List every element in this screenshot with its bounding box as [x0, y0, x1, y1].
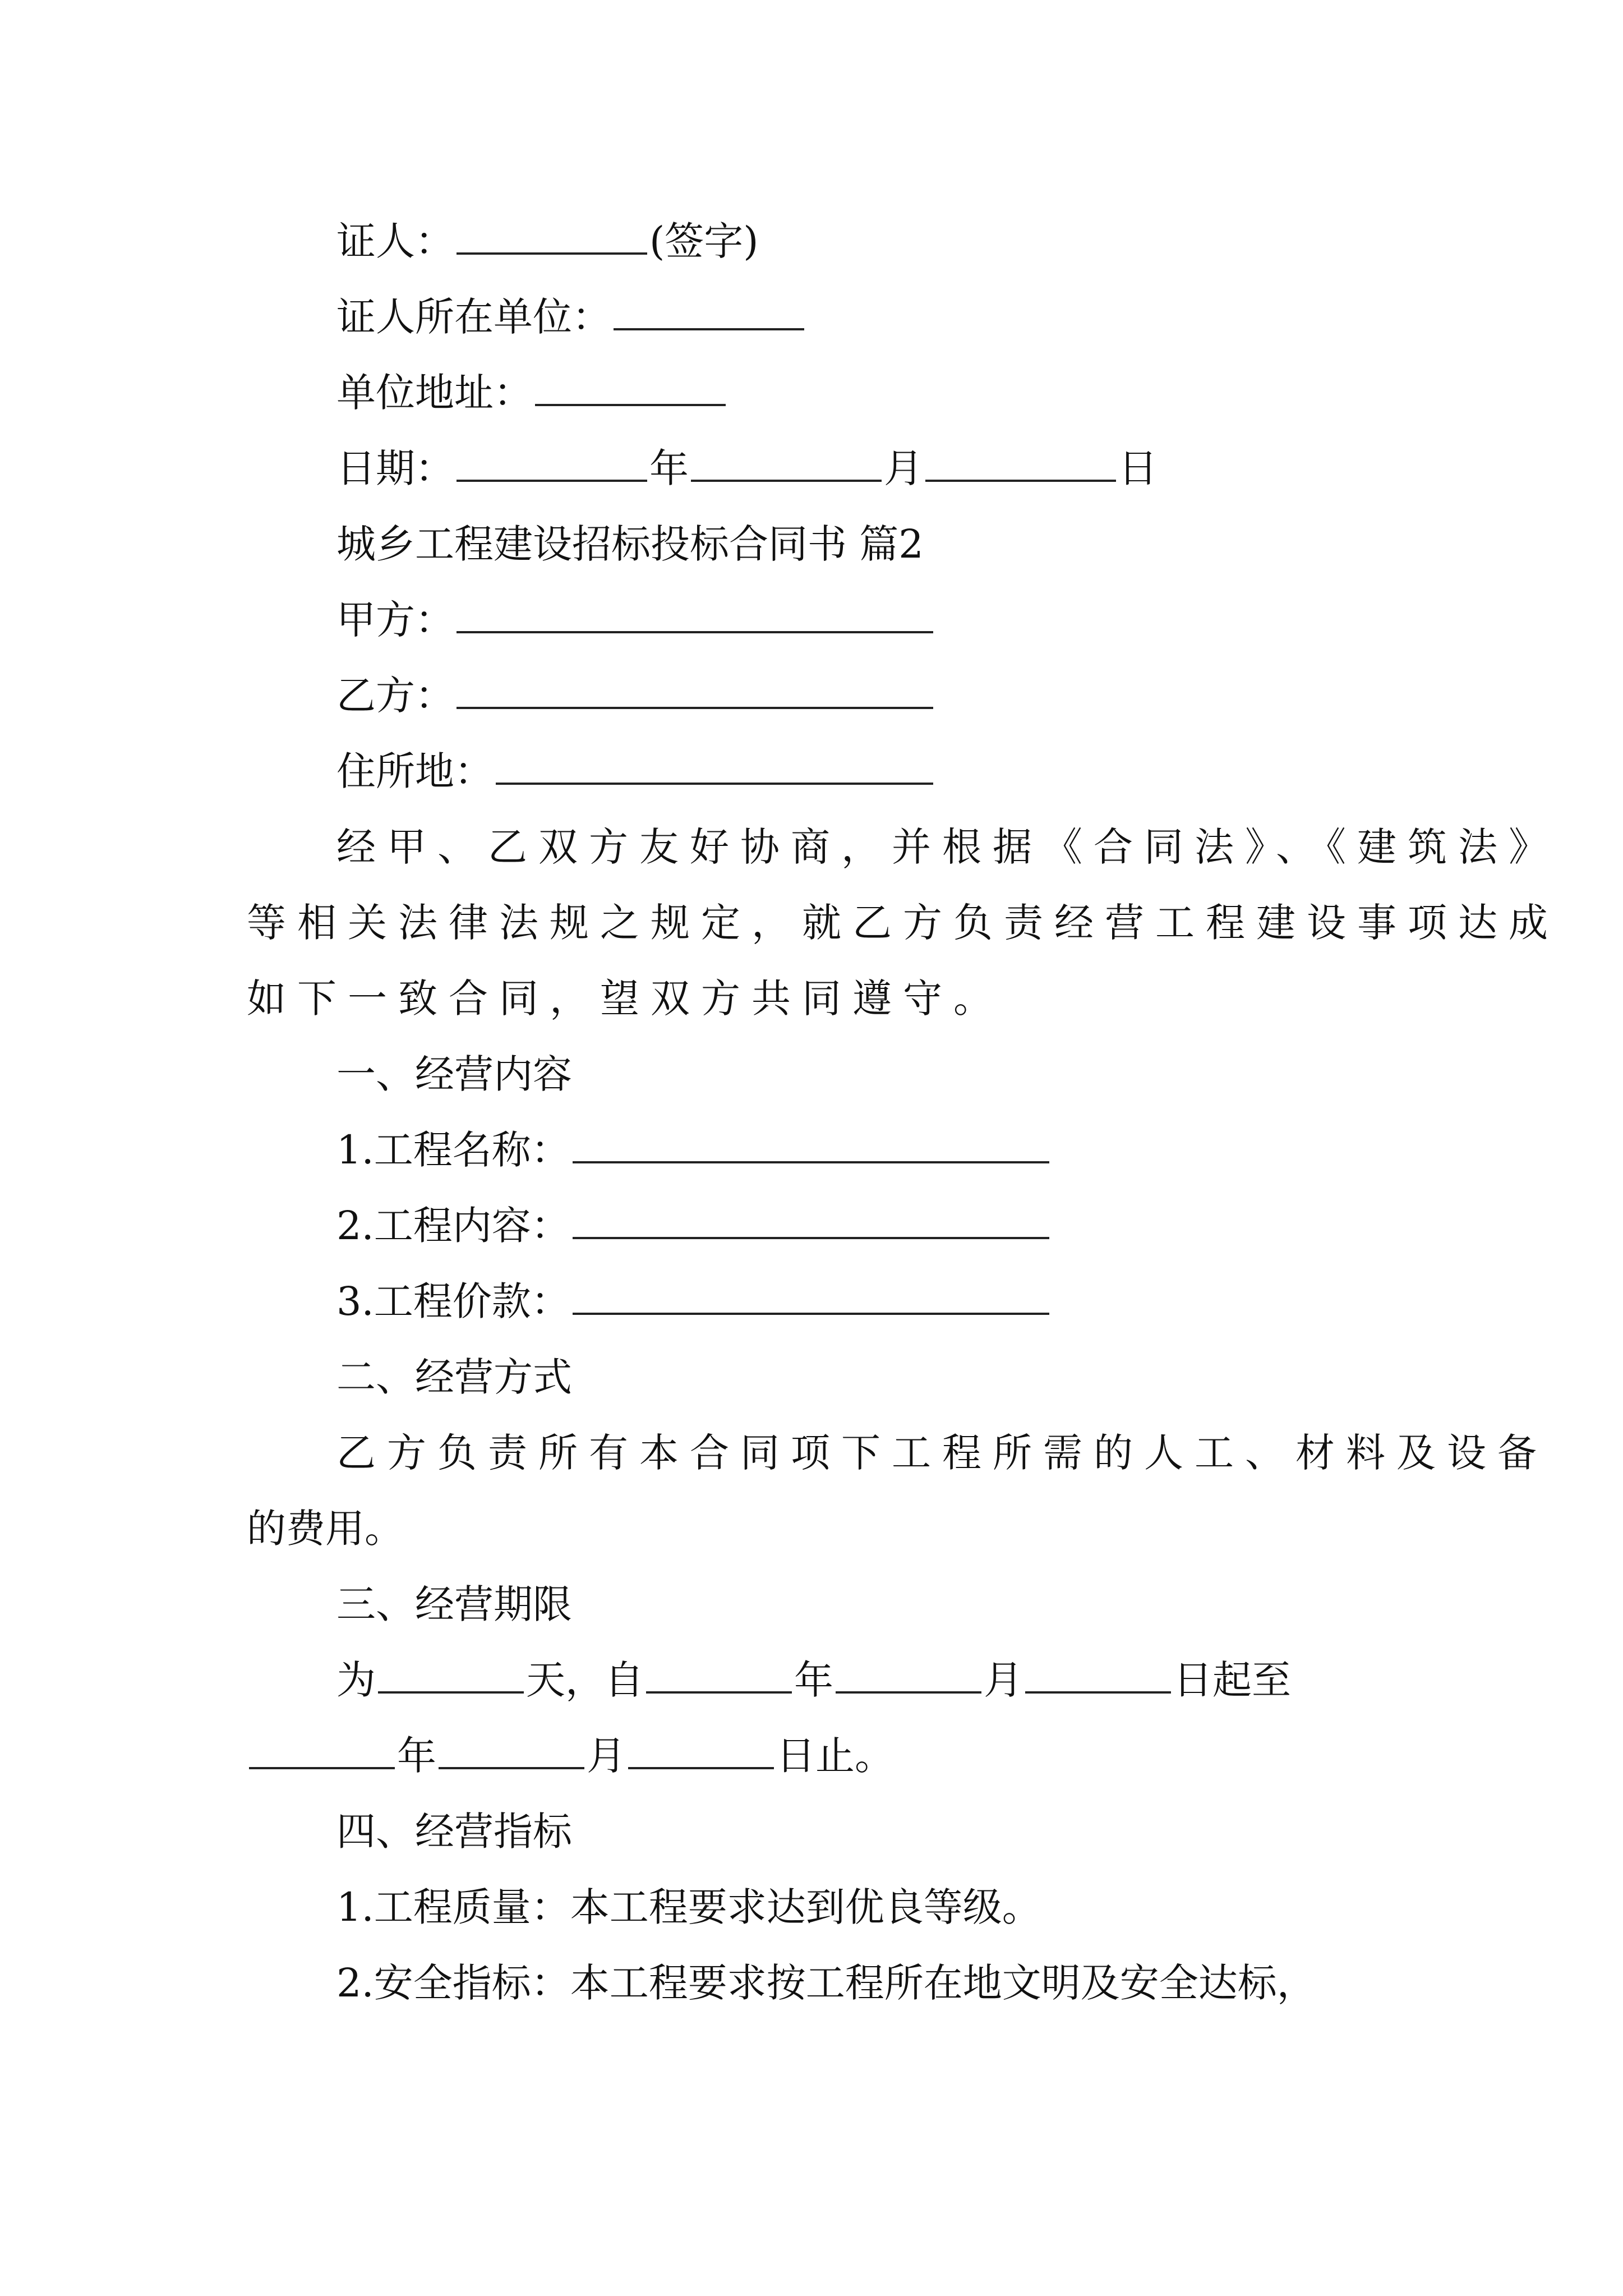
date-day-blank: [925, 436, 1116, 482]
date-label: 日期：: [336, 445, 454, 491]
project-price-line: [0, 1268, 1623, 1335]
residence-line: [0, 738, 1623, 805]
section-2-heading: 二、经营方式: [336, 1354, 572, 1400]
project-content-label: 2.工程内容：: [336, 1203, 570, 1249]
term-to-day-blank: [628, 1723, 774, 1769]
section-4-heading: 四、经营指标: [336, 1809, 572, 1855]
term-line-2: [0, 1722, 1623, 1789]
unit-address-line: [0, 359, 1623, 426]
witness-unit-blank: [614, 284, 804, 330]
witness-blank: [457, 209, 647, 255]
project-name-blank: [573, 1117, 1049, 1163]
project-price-blank: [573, 1269, 1049, 1315]
party-b-label: 乙方：: [336, 673, 454, 719]
residence-blank: [496, 739, 933, 785]
date-month-blank: [691, 436, 882, 482]
term-from-year-blank: [646, 1648, 792, 1694]
witness-label: 证人：: [336, 218, 454, 264]
project-price-label: 3.工程价款：: [336, 1278, 570, 1324]
project-content-blank: [573, 1193, 1049, 1239]
term-to-month-blank: [439, 1723, 584, 1769]
term-to-day: 日止。: [776, 1733, 894, 1779]
date-year-blank: [457, 436, 647, 482]
party-a-line: [0, 586, 1623, 654]
party-b-line: [0, 662, 1623, 729]
date-month: 月: [884, 445, 923, 491]
section-2-text-2: 的费用。: [247, 1506, 404, 1552]
section-3-heading: 三、经营期限: [336, 1581, 572, 1627]
party-b-blank: [457, 663, 933, 709]
term-from-year: 年: [794, 1657, 833, 1703]
project-name-label: 1.工程名称：: [336, 1127, 570, 1173]
term-from-month-blank: [836, 1648, 981, 1694]
date-day: 日: [1118, 445, 1158, 491]
term-to-year-blank: [249, 1723, 395, 1769]
section-1-heading: 一、经营内容: [336, 1051, 572, 1097]
section-title-2: 城乡工程建设招标投标合同书 篇2: [336, 521, 924, 567]
witness-unit-label: 证人所在单位：: [336, 294, 611, 340]
witness-line: [0, 208, 1623, 275]
project-name-line: [0, 1116, 1623, 1184]
section-2-text-1: 乙方负责所有本合同项下工程所需的人工、材料及设备: [336, 1430, 1548, 1476]
term-from-day: 日起至: [1173, 1657, 1291, 1703]
term-to-month: 月: [587, 1733, 626, 1779]
quality-indicator: 1.工程质量：本工程要求达到优良等级。: [336, 1884, 1041, 1930]
unit-address-label: 单位地址：: [336, 370, 533, 416]
residence-label: 住所地：: [336, 748, 494, 794]
intro-line-3: 如下一致合同，望双方共同遵守。: [247, 976, 1004, 1022]
witness-sign-note: (签字): [649, 218, 759, 264]
party-a-label: 甲方：: [336, 597, 454, 643]
term-to-year: 年: [397, 1733, 436, 1779]
safety-indicator: 2.安全指标：本工程要求按工程所在地文明及安全达标，: [336, 1960, 1316, 2006]
term-days-blank: [378, 1648, 524, 1694]
term-days: 天，自: [526, 1657, 644, 1703]
project-content-line: [0, 1192, 1623, 1259]
term-line-1: [0, 1646, 1623, 1714]
unit-address-blank: [535, 360, 726, 406]
term-pre: 为: [336, 1657, 376, 1703]
intro-line-1: 经甲、乙双方友好协商，并根据《合同法》、《建筑法》: [336, 824, 1559, 870]
term-from-day-blank: [1025, 1648, 1171, 1694]
date-year: 年: [649, 445, 689, 491]
intro-line-2: 等相关法律法规之规定，就乙方负责经营工程建设事项达成: [247, 900, 1559, 946]
witness-unit-line: [0, 283, 1623, 351]
date-line: [0, 435, 1623, 502]
term-from-month: 月: [984, 1657, 1023, 1703]
party-a-blank: [457, 587, 933, 633]
